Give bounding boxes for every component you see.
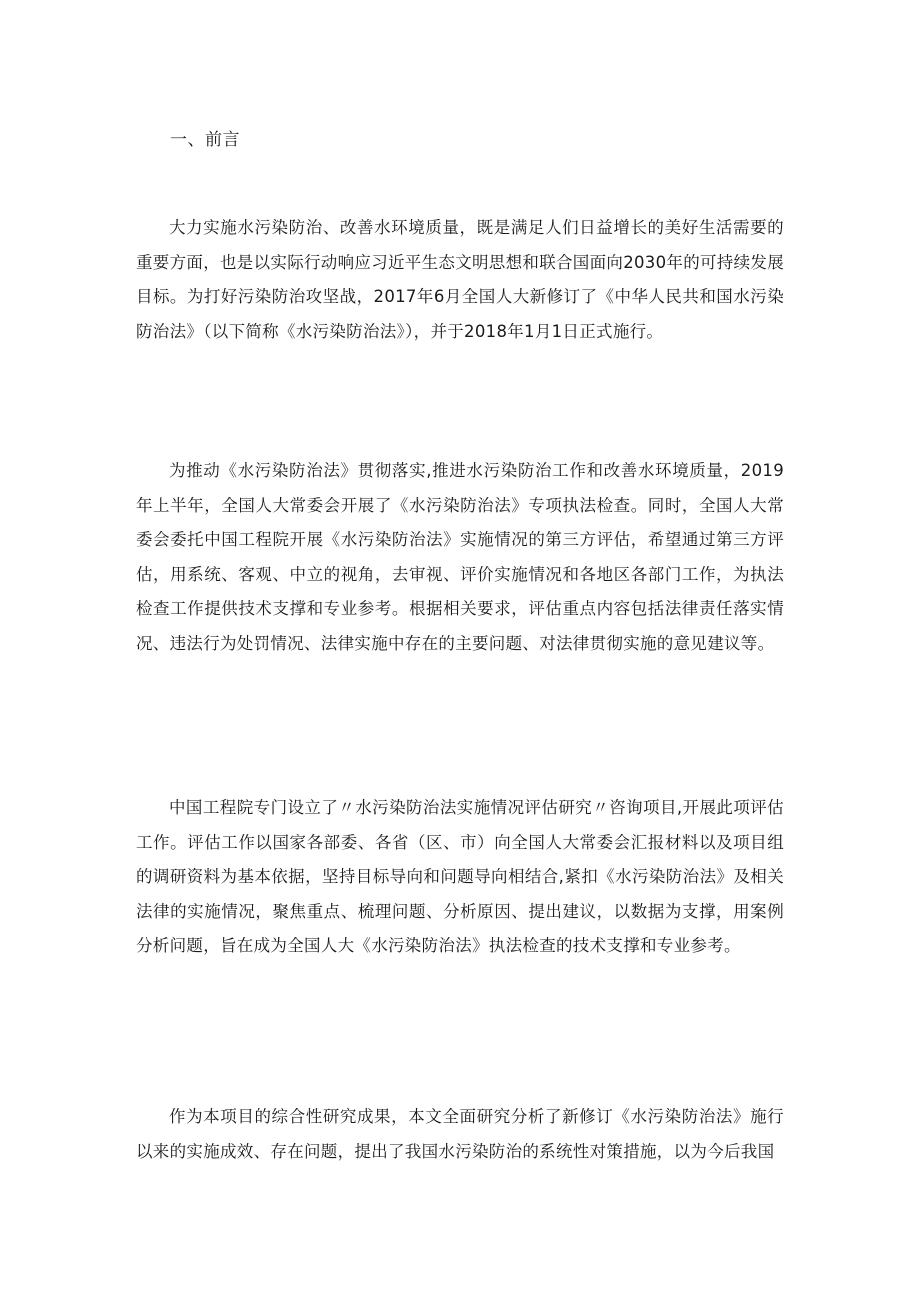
paragraph: 中国工程院专门设立了〃水污染防治法实施情况评估研究〃咨询项目,开展此项评估工作。评估工作以国家各部委、各省（区、市）向全国人大常委会汇报材料以及项目组的调研资料为基本依据，坚持目标导向和问题导向相结合,紧扣《水污染防治法》及相关法律的实施情况，聚焦重点、梳理问题、分析原因、提出建议，以数据为支撑，用案例分析问题，旨在成为全国人大《水污染防治法》执法检查的技术支撑和专业参考。: [136, 798, 784, 956]
paragraph: 大力实施水污染防治、改善水环境质量，既是满足人们日益增长的美好生活需要的重要方面，也是以实际行动响应习近平生态文明思想和联合国面向2030年的可持续发展目标。为打好污染防治攻坚战，2017年6月全国人大新修订了《中华人民共和国水污染防治法》（以下简称《水污染防治法》），并于2018年1月1日正式施行。: [136, 218, 784, 341]
paragraph: 作为本项目的综合性研究成果，本文全面研究分析了新修订《水污染防治法》施行以来的实施成效、存在问题，提出了我国水污染防治的系统性对策措施，以为今后我国: [136, 1107, 784, 1161]
paragraph: 为推动《水污染防治法》贯彻落实,推进水污染防治工作和改善水环境质量，2019年上半年，全国人大常委会开展了《水污染防治法》专项执法检查。同时，全国人大常委会委托中国工程院开展《水污染防治法》实施情况的第三方评估，希望通过第三方评估，用系统、客观、中立的视角，去审视、评价实施情况和各地区各部门工作，为执法检查工作提供技术支撑和专业参考。根据相关要求，评估重点内容包括法律责任落实情况、违法行为处罚情况、法律实施中存在的主要问题、对法律贯彻实施的意见建议等。: [136, 461, 784, 653]
section-heading: 一、前言: [170, 130, 240, 150]
